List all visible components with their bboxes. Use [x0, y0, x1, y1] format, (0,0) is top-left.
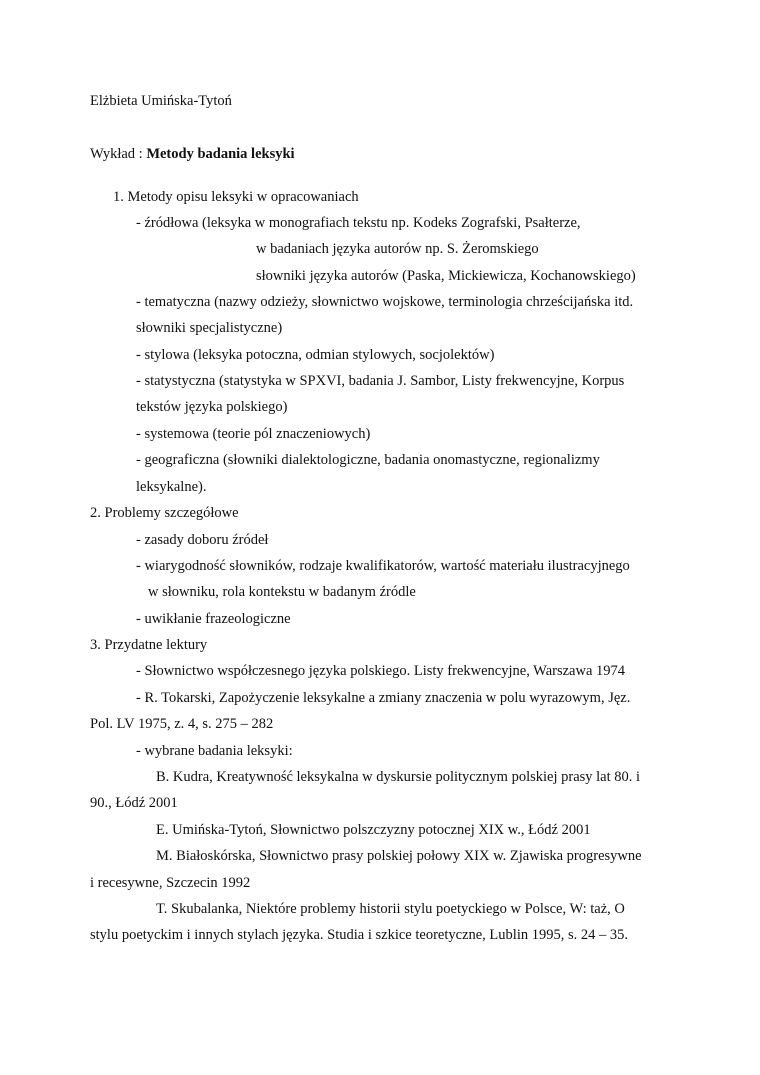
list-item: - geograficzna (słowniki dialektologiczne, badania onomastyczne, regionalizmy — [136, 452, 600, 468]
list-item: w słowniku, rola kontekstu w badanym źródle — [148, 584, 416, 600]
list-item: - R. Tokarski, Zapożyczenie leksykalne a zmiany znaczenia w polu wyrazowym, Jęz. — [136, 690, 631, 706]
lecture-title: Metody badania leksyki — [146, 146, 295, 162]
section-3-heading: 3. Przydatne lektury — [90, 637, 208, 653]
list-item: 90., Łódź 2001 — [90, 795, 178, 811]
list-item: B. Kudra, Kreatywność leksykalna w dyskursie politycznym polskiej prasy lat 80. i — [156, 769, 641, 785]
list-item: stylu poetyckim i innych stylach języka. Studia i szkice teoretyczne, Lublin 1995, s. 24 – 35. — [90, 927, 628, 943]
list-item: i recesywne, Szczecin 1992 — [90, 875, 251, 891]
list-item: - źródłowa (leksyka w monografiach tekstu np. Kodeks Zografski, Psałterze, — [136, 215, 581, 231]
list-item: - wiarygodność słowników, rodzaje kwalifikatorów, wartość materiału ilustracyjnego — [136, 558, 630, 574]
list-item: - Słownictwo współczesnego języka polskiego. Listy frekwencyjne, Warszawa 1974 — [136, 663, 626, 679]
list-item: słowniki języka autorów (Paska, Mickiewicza, Kochanowskiego) — [256, 268, 636, 284]
lecture-label: Wykład : — [90, 146, 147, 162]
list-item: E. Umińska-Tytoń, Słownictwo polszczyzny potocznej XIX w., Łódź 2001 — [156, 822, 591, 838]
list-item: - wybrane badania leksyki: — [136, 743, 293, 759]
list-item: M. Białoskórska, Słownictwo prasy polskiej połowy XIX w. Zjawiska progresywne — [156, 848, 642, 864]
list-item: - zasady doboru źródeł — [136, 532, 269, 548]
list-item: - uwikłanie frazeologiczne — [136, 611, 291, 627]
list-item: - stylowa (leksyka potoczna, odmian stylowych, socjolektów) — [136, 347, 495, 363]
list-item: leksykalne). — [136, 479, 207, 495]
list-item: tekstów języka polskiego) — [136, 399, 288, 415]
list-item: słowniki specjalistyczne) — [136, 320, 283, 336]
list-item: w badaniach języka autorów np. S. Żeromskiego — [256, 241, 539, 257]
author-name: Elżbieta Umińska-Tytoń — [90, 93, 232, 109]
list-item: T. Skubalanka, Niektóre problemy historii stylu poetyckiego w Polsce, W: taż, O — [156, 901, 625, 917]
section-2-heading: 2. Problemy szczegółowe — [90, 505, 239, 521]
list-item: Pol. LV 1975, z. 4, s. 275 – 282 — [90, 716, 274, 732]
lecture-title-line — [90, 145, 295, 163]
list-item: - tematyczna (nazwy odzieży, słownictwo wojskowe, terminologia chrześcijańska itd. — [136, 294, 634, 310]
list-item: - systemowa (teorie pól znaczeniowych) — [136, 426, 371, 442]
list-item: - statystyczna (statystyka w SPXVI, badania J. Sambor, Listy frekwencyjne, Korpus — [136, 373, 625, 389]
section-1-heading: 1. Metody opisu leksyki w opracowaniach — [113, 189, 359, 205]
